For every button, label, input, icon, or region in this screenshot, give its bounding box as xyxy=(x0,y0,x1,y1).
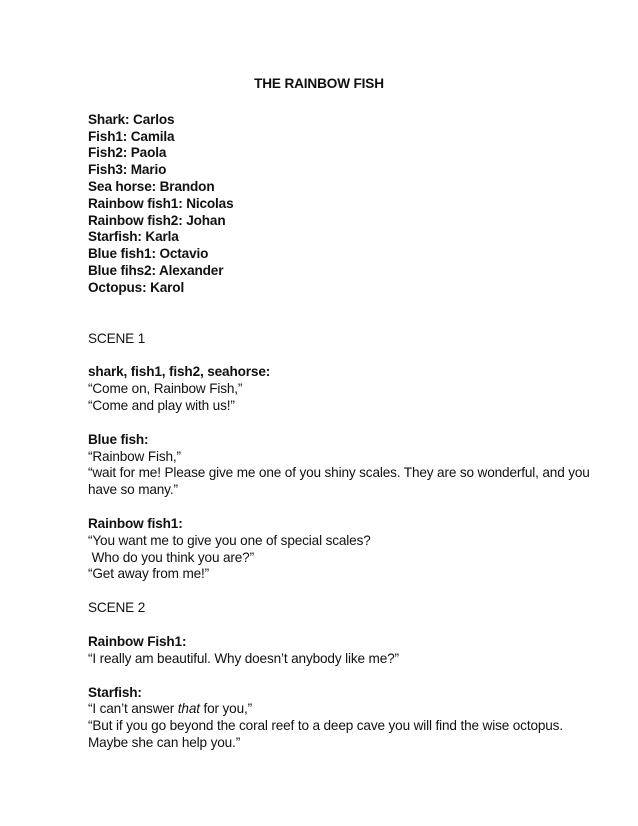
document-title: THE RAINBOW FISH xyxy=(254,76,384,91)
cast-item: Octopus: Karol xyxy=(88,279,185,295)
dialogue-block xyxy=(88,432,608,499)
dialogue-line: Maybe she can help you.” xyxy=(88,734,241,750)
dialogue-line: “wait for me! Please give me one of you shiny scales. They are so wonderful, and you xyxy=(88,465,590,481)
speaker-name: Starfish: xyxy=(88,684,142,700)
dialogue-block xyxy=(88,364,608,414)
speaker-name: Rainbow Fish1: xyxy=(88,633,187,649)
cast-item: Sea horse: Brandon xyxy=(88,178,215,194)
cast-item: Fish1: Camila xyxy=(88,128,175,144)
speaker-name: Rainbow fish1: xyxy=(88,515,183,531)
dialogue-line: “Get away from me!” xyxy=(88,566,210,582)
speaker-name: shark, fish1, fish2, seahorse: xyxy=(88,364,271,380)
dialogue-block xyxy=(88,634,608,668)
cast-item: Shark: Carlos xyxy=(88,111,175,127)
dialogue-line: “You want me to give you one of special scales? xyxy=(88,532,371,548)
dialogue-line: Who do you think you are?” xyxy=(88,549,254,565)
dialogue-block xyxy=(88,516,608,583)
speaker-name: Blue fish: xyxy=(88,431,149,447)
scene-heading: SCENE 2 xyxy=(88,600,146,616)
dialogue-line: “Rainbow Fish,” xyxy=(88,448,181,464)
emphasis-text: that xyxy=(177,701,200,717)
cast-item: Fish3: Mario xyxy=(88,162,167,178)
dialogue-line: “Come and play with us!” xyxy=(88,397,235,413)
dialogue-text: “I can’t answer xyxy=(88,701,178,717)
dialogue-text: for you,” xyxy=(199,701,252,717)
script-page xyxy=(88,76,608,752)
dialogue-line: “But if you go beyond the coral reef to a deep cave you will find the wise octopus. xyxy=(88,718,563,734)
dialogue-line xyxy=(88,701,608,718)
scene-heading: SCENE 1 xyxy=(88,330,146,346)
cast-item: Fish2: Paola xyxy=(88,145,167,161)
dialogue-block xyxy=(88,685,608,752)
cast-list xyxy=(88,112,608,297)
cast-item: Blue fihs2: Alexander xyxy=(88,262,224,278)
cast-item: Starfish: Karla xyxy=(88,229,179,245)
cast-item: Blue fish1: Octavio xyxy=(88,246,209,262)
dialogue-line: “I really am beautiful. Why doesn’t anybody like me?” xyxy=(88,650,399,666)
cast-item: Rainbow fish2: Johan xyxy=(88,212,226,228)
cast-item: Rainbow fish1: Nicolas xyxy=(88,195,234,211)
dialogue-line: “Come on, Rainbow Fish,” xyxy=(88,381,243,397)
dialogue-line: have so many.” xyxy=(88,482,178,498)
